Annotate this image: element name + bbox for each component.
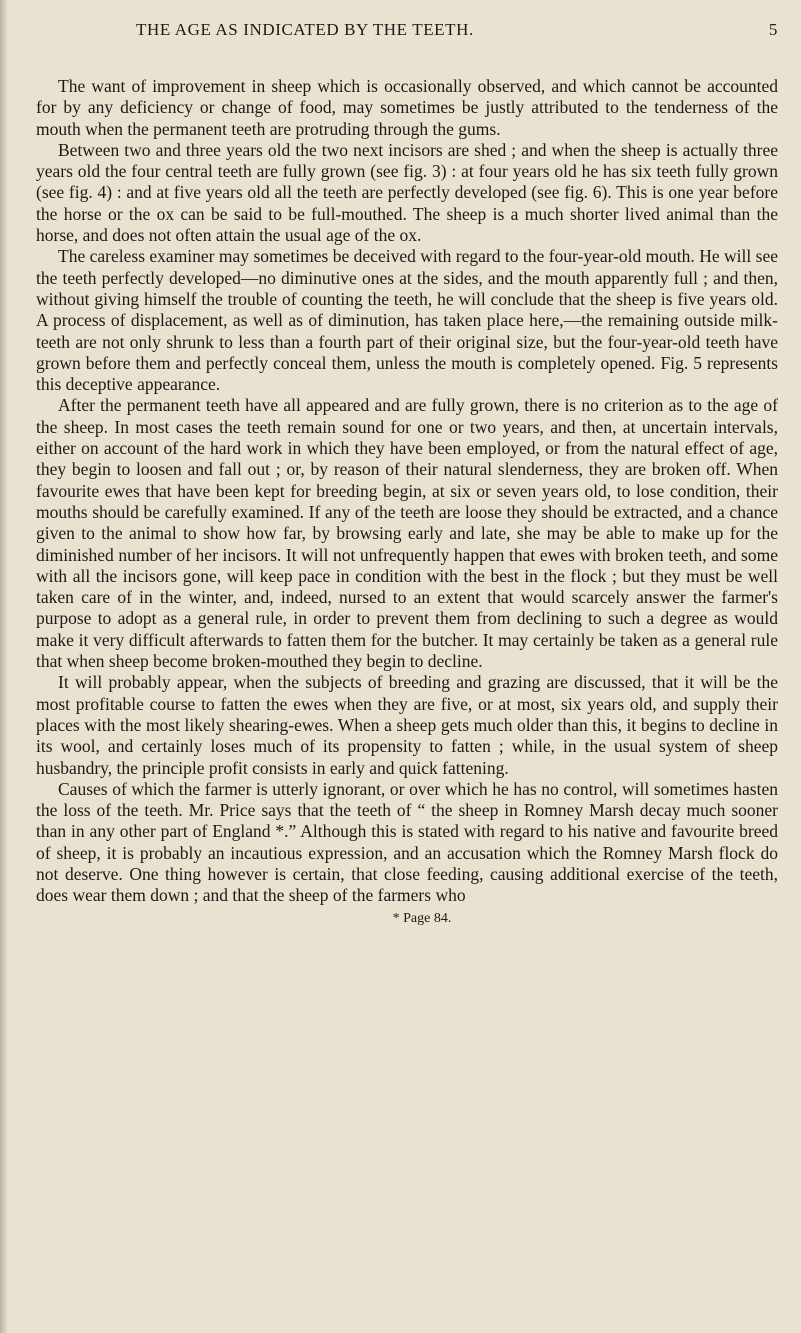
page-number: 5 (768, 20, 778, 39)
paragraph: Between two and three years old the two next incisors are shed ; and when the sheep is actually three years old the four central teeth are fully grown (see fig. 3) : at four years old he has six teeth fully grown (see fig. 4) : and at five years old all the teeth are perfectly developed (see fig. 6). This is one year before the horse or the ox can be said to be full-mouthed. The sheep is a much shorter lived animal than the horse, and does not often attain the usual age of the ox. (36, 139, 778, 246)
paragraph: The careless examiner may sometimes be deceived with regard to the four-year-old mouth. He will see the teeth perfectly developed—no diminutive ones at the sides, and the mouth apparently full ; and then, without giving himself the trouble of counting the teeth, he will conclude that the sheep is five years old. A process of displacement, as well as of diminution, has taken place here,—the remaining outside milk-teeth are not only shrunk to less than a fourth part of their original size, but the four-year-old teeth have grown before them and perfectly conceal them, unless the mouth is completely opened. Fig. 5 represents this deceptive appearance. (36, 246, 778, 395)
paragraph: After the permanent teeth have all appeared and are fully grown, there is no criterion as to the age of the sheep. In most cases the teeth remain sound for one or two years, and then, at uncertain intervals, either on account of the hard work in which they have been employed, or from the natural effect of age, they begin to loosen and fall out ; or, by reason of their natural slenderness, they are broken off. When favourite ewes that have been kept for breeding begin, at six or seven years old, to lose condition, their mouths should be carefully examined. If any of the teeth are loose they should be extracted, and a chance given to the animal to show how far, by browsing early and late, she may be able to make up for the diminished number of her incisors. It will not unfrequently happen that ewes with broken teeth, and some with all the incisors gone, will keep pace in condition with the best in the flock ; but they must be well taken care of in the winter, and, indeed, nursed to an extent that would scarcely answer the farmer's purpose to adopt as a general rule, in order to prevent them from declining to such a degree as would make it very difficult afterwards to fatten them for the butcher. It may certainly be taken as a general rule that when sheep become broken-mouthed they begin to decline. (36, 395, 778, 672)
body-text (36, 76, 778, 907)
book-page (36, 20, 778, 927)
page-edge-shadow (0, 0, 7, 1333)
running-title: THE AGE AS INDICATED BY THE TEETH. (136, 20, 474, 39)
paragraph: The want of improvement in sheep which is occasionally observed, and which cannot be accounted for by any deficiency or change of food, may sometimes be justly attributed to the tenderness of the mouth when the permanent teeth are protruding through the gums. (36, 76, 778, 139)
footnote: * Page 84. (392, 910, 452, 926)
paragraph: It will probably appear, when the subjects of breeding and grazing are discussed, that it will be the most profitable course to fatten the ewes when they are five, or at most, six years old, and supply their places with the most likely shearing-ewes. When a sheep gets much older than this, it begins to decline in its wool, and certainly loses much of its propensity to fatten ; while, in the usual system of sheep husbandry, the principle profit consists in early and quick fattening. (36, 672, 778, 778)
running-header (36, 20, 778, 46)
paragraph: Causes of which the farmer is utterly ignorant, or over which he has no control, will sometimes hasten the loss of the teeth. Mr. Price says that the teeth of “ the sheep in Romney Marsh decay much sooner than in any other part of England *.” Although this is stated with regard to his native and favourite breed of sheep, it is probably an incautious expression, and an accusation which the Romney Marsh flock do not deserve. One thing however is certain, that close feeding, causing additional exercise of the teeth, does wear them down ; and that the sheep of the farmers who (36, 778, 778, 906)
